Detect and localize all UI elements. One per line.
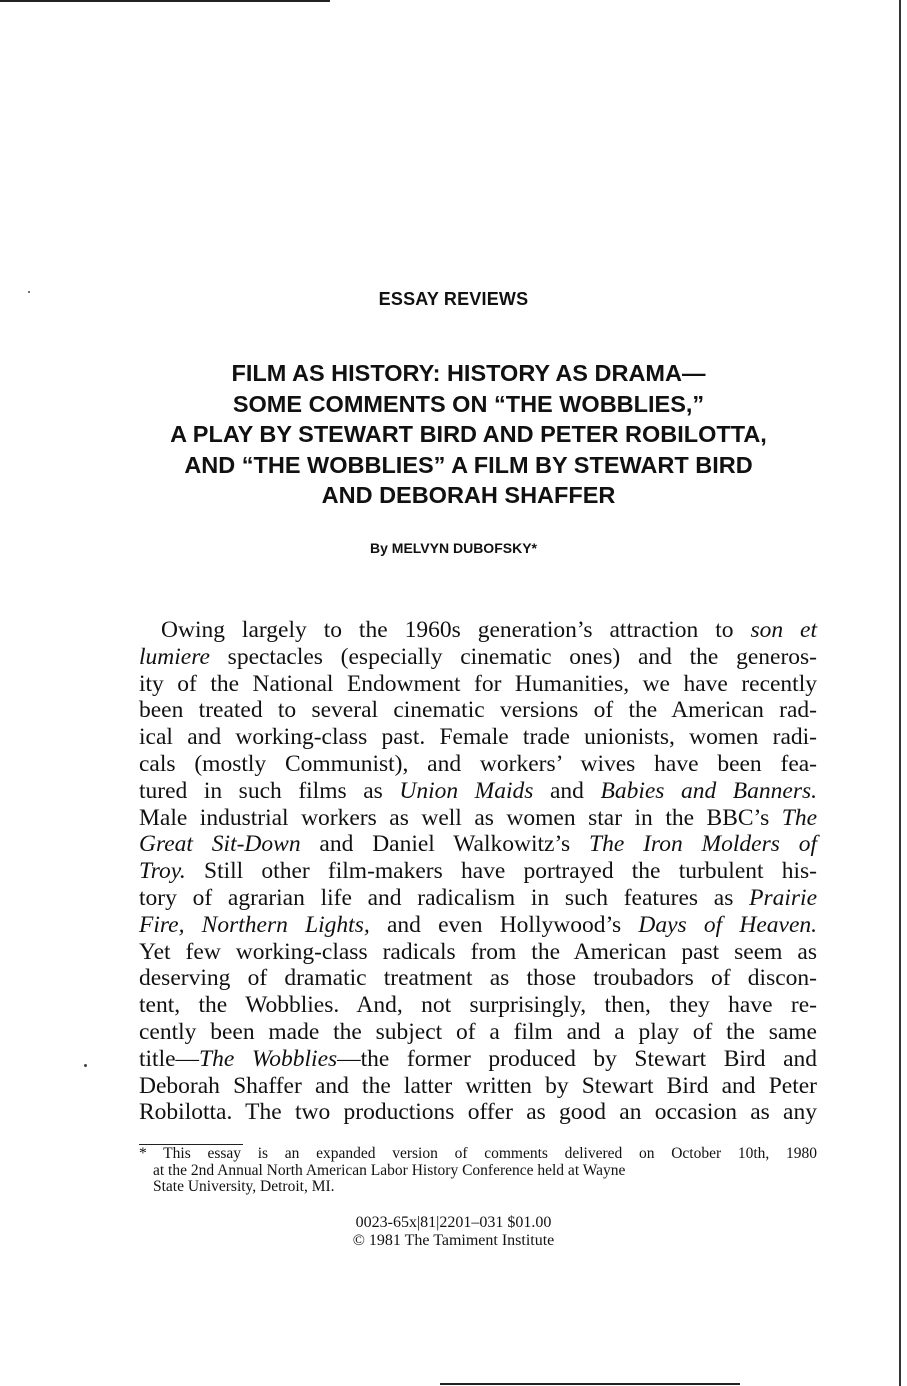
scan-edge-top [0,0,330,2]
body-text-run: Deborah Shaffer and the latter written by Stewart Bird and Peter [139,1072,817,1099]
body-line [139,885,817,912]
italic-title-text: The Iron Molders of [589,831,817,858]
body-line [139,831,817,858]
body-line [139,671,817,698]
body-line [139,751,817,778]
body-line [139,1073,817,1100]
author-byline: By MELVYN DUBOFSKY* [370,540,537,556]
section-heading: ESSAY REVIEWS [378,289,529,309]
body-line [139,1099,817,1126]
body-line [139,858,817,885]
footnote-line: State University, Detroit, MI. [153,1178,335,1195]
body-text-run: cently been made the subject of a film and a play of the same [139,1018,817,1045]
title-line: FILM AS HISTORY: HISTORY AS DRAMA— [231,360,706,386]
italic-title-text: Fire, Northern Lights, [139,911,370,938]
body-text-run: Still other film-makers have portrayed the turbulent his- [185,858,817,885]
italic-title-text: Union Maids [399,777,534,804]
italic-title-text: lumiere [139,643,210,670]
article-title [100,358,837,511]
body-paragraph [139,617,817,1126]
body-text-run: and even Hollywood’s [369,911,639,938]
title-line: AND “THE WOBBLIES” A FILM BY STEWART BIRD [184,451,753,478]
italic-title-text: Babies and Banners. [600,777,818,804]
body-line [139,778,817,805]
footnote [139,1146,817,1196]
body-text-run: title— [139,1045,200,1072]
italic-title-text: The Wobblies [199,1045,338,1072]
body-text-run: and [533,777,601,804]
body-text-run: Yet few working-class radicals from the American past seem as [139,938,817,965]
scan-edge-right [899,0,901,1386]
scan-edge-bottom [440,1383,740,1385]
body-line [139,644,817,671]
body-text-run: tured in such films as [139,777,400,804]
title-line: AND DEBORAH SHAFFER [321,482,616,508]
body-line [139,912,817,939]
body-text-run: tory of agrarian life and radicalism in such features as [139,884,750,911]
body-text-run: been treated to several cinematic versions of the American rad- [139,697,817,724]
italic-title-text: Great Sit-Down [139,831,301,858]
body-line [139,1019,817,1046]
body-line [139,697,817,724]
body-line [139,805,817,832]
footnote-line: * This essay is an expanded version of comments delivered on October 10th, 1980 [139,1145,817,1162]
body-line [139,939,817,966]
italic-title-text: The [781,804,817,831]
body-text-run: spectacles (especially cinematic ones) and the generos- [209,643,817,670]
scan-speck [84,1064,87,1067]
body-text-run: and Daniel Walkowitz’s [300,831,589,858]
body-text-run: ical and working-class past. Female trade unionists, women radi- [139,724,817,751]
italic-title-text: Troy. [139,858,186,885]
body-text-run: tent, the Wobblies. And, not surprisingly, then, they have re- [139,992,817,1019]
body-line [139,965,817,992]
italic-title-text: son et [750,617,817,643]
italic-title-text: Days of Heaven. [638,911,817,938]
body-line [139,992,817,1019]
title-line: SOME COMMENTS ON “THE WOBBLIES,” [232,390,705,417]
body-text-run: Male industrial workers as well as women star in the BBC’s [139,804,782,831]
body-line [139,617,817,644]
title-line: A PLAY BY STEWART BIRD AND PETER ROBILOTTA, [170,421,767,447]
italic-title-text: Prairie [749,884,817,911]
footnote-line: at the 2nd Annual North American Labor History Conference held at Wayne [153,1161,626,1179]
body-text-run: ity of the National Endowment for Humanities, we have recently [139,670,817,697]
body-line [139,724,817,751]
publication-info [0,1214,907,1250]
copyright-notice: © 1981 The Tamiment Institute [352,1232,555,1249]
body-text-run: —the former produced by Stewart Bird and [337,1045,818,1072]
publication-code: 0023-65x|81|2201–031 $01.00 [355,1214,552,1231]
body-text-run: Owing largely to the 1960s generation’s attraction to [161,617,751,643]
body-text-run: deserving of dramatic treatment as those troubadors of discon- [139,965,817,992]
body-text-run: Robilotta. The two productions offer as good an occasion as any [139,1099,817,1126]
body-line [139,1046,817,1073]
body-text-run: cals (mostly Communist), and workers’ wives have been fea- [139,750,817,777]
